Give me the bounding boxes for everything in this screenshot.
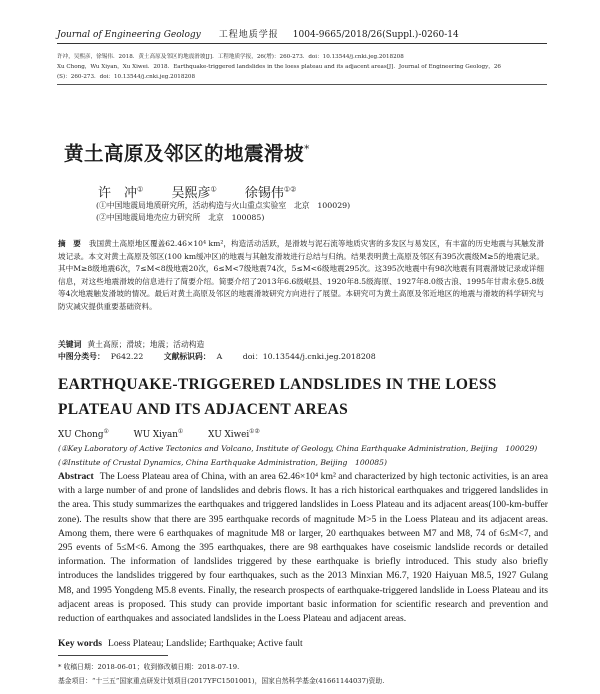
en-author: WU Xiyan① [133,428,184,440]
english-title: EARTHQUAKE-TRIGGERED LANDSLIDES IN THE LOESS PLATEAU AND ITS ADJACENT AREAS [58,376,497,418]
chinese-keywords [58,339,204,350]
classification-line [58,351,394,362]
chinese-title-text: 黄土高原及邻区的地震滑坡 [64,142,305,165]
footnote-funding: 基金项目：“十三五”国家重点研发计划项目(2017YFC1501001)，国家自然科学基金(41661144037)资助. [58,677,385,685]
citation-line-1: 许冲，吴熙彦，徐锡伟．2018．黄土高原及邻区的地震滑坡[J]．工程地质学报，26(增)：260-273．doi：10.13544/j.cnki.jeg.2018208 [57,54,404,60]
title-footnote-mark: * [304,142,311,156]
journal-name-cn: 工程地质学报 [218,30,279,40]
chinese-authors [98,182,320,201]
en-author: XU Xiwei①② [208,428,260,440]
cn-author: 吴熙彦① [171,185,217,201]
doi: doi：10.13544/j.cnki.jeg.2018208 [242,352,376,361]
cn-affiliation-2: (②中国地震局地壳应力研究所 北京 100085) [96,213,265,222]
en-keywords-label: Key words [58,638,102,649]
en-affiliation-1: (①Key Laboratory of Active Tectonics and Volcano, Institute of Geology, China Earthquake Administration, Beijing 100029) [58,444,538,453]
footnote-rule [58,655,168,656]
journal-name: Journal of Engineering Geology [57,30,201,40]
footnote-received: * 收稿日期：2018-06-01；收到修改稿日期：2018-07-19. [58,663,240,671]
citation-line-2: Xu Chong，Wu Xiyan，Xu Xiwei．2018．Earthquake-triggered landslides in the loess plateau and its adjacent areas[J]．Journal of Engineering Geology，26 [57,64,501,70]
cn-keywords-text: 黄土高原；滑坡；地震；活动构造 [87,340,205,349]
document-code: 文献标识码： A [163,352,223,361]
cn-author: 许 冲① [98,185,144,201]
cn-abstract-label: 摘 要 [58,239,81,248]
english-keywords [58,638,303,649]
chinese-title [64,138,310,166]
header-rule [57,43,547,44]
journal-issn: 1004-9665/2018/26(Suppl.)-0260-14 [292,30,459,40]
en-affiliation-2: (②Institute of Crustal Dynamics, China Earthquake Administration, Beijing 100085) [58,458,387,467]
en-abstract-text: The Loess Plateau area of China, with an area 62.46×10⁴ km² and characterized by high tectonic activities, is an area with a large number of and prone of landslides and debris flows. It has a rich historical earthquakes and triggered landslides in the area. This study summarizes the earthquakes and triggered landslides in Loess Plateau and its adjacent areas(100-km-buffer zone). The results show that there are 395 earthquake records of magnitude M>5 in the Loess Plateau and its adjacent areas. Among them, there were 6 earthquakes of magnitude M8 or larger, 20 earthquakes between M7 and M8, 74 of 6≤M<7, and 295 events of 5≤M<6. Among the 395 earthquakes, there are 98 earthquakes have coseismic landslide records or detailed information. The information of landslides triggered by these earthquake is briefly introduced. This study also briefly introduces the landslides triggered by four earthquakes, such as the 2013 Minxian M6.7, 1920 Haiyuan M8.5, 1927 Gulang M8, and 1995 Yongdeng M5.8 events. Finally, the research prospects of earthquake-triggered landslide in Loess Plateau and its adjacent areas is proposed. This study can provide important basic information for scientific research and prevention and reduction of earthquakes and associated landslides in the Loess Plateau and adjacent areas. [58,471,548,625]
citation-line-3: (S)：260-273．doi：10.13544/j.cnki.jeg.2018208 [57,74,196,80]
chinese-abstract [58,238,544,314]
cn-author: 徐锡伟①② [244,185,297,201]
cn-abstract-text: 我国黄土高原地区覆盖62.46×10⁴ km²，构造活动活跃，是滑坡与泥石流等地质灾害的多发区与易发区，有丰富的历史地震与其触发滑坡记录。本文对黄土高原及邻区(100 km缓冲区)的地震与其触发滑坡进行总结与归纳。结果表明黄土高原及邻区有395次震级M≥5的地震记录。其中M≥8级地震6次，7≤M<8级地震20次，6≤M<7级地震74次，5≤M<6级地震295次。这395次地震中有98次地震有同震滑坡记录或详细信息，对这些地震滑坡的信息进行了简要介绍。简要介绍了2013年6.6级岷县、1920年8.5级海原、1927年8.0级古浪、1995年甘肃永登5.8级等4次地震触发滑坡的情况。最后对黄土高原及邻区的地震滑坡研究方向进行了展望。本研究可为黄土高原及邻近地区的地震与滑坡的科学研究与防灾减灾提供重要基础资料。 [58,239,544,311]
en-abstract-label: Abstract [58,471,94,482]
english-authors [58,428,282,440]
en-keywords-text: Loess Plateau; Landslide; Earthquake; Active fault [107,638,303,649]
cn-affiliation-1: (①中国地震局地质研究所，活动构造与火山重点实验室 北京 100029) [96,201,351,210]
en-author: XU Chong① [58,428,109,440]
clc-code: 中图分类号： P642.22 [58,352,144,361]
english-abstract [58,470,548,626]
citation-rule [57,84,547,85]
journal-header [57,27,459,40]
cn-keywords-label: 关键词 [58,340,82,349]
